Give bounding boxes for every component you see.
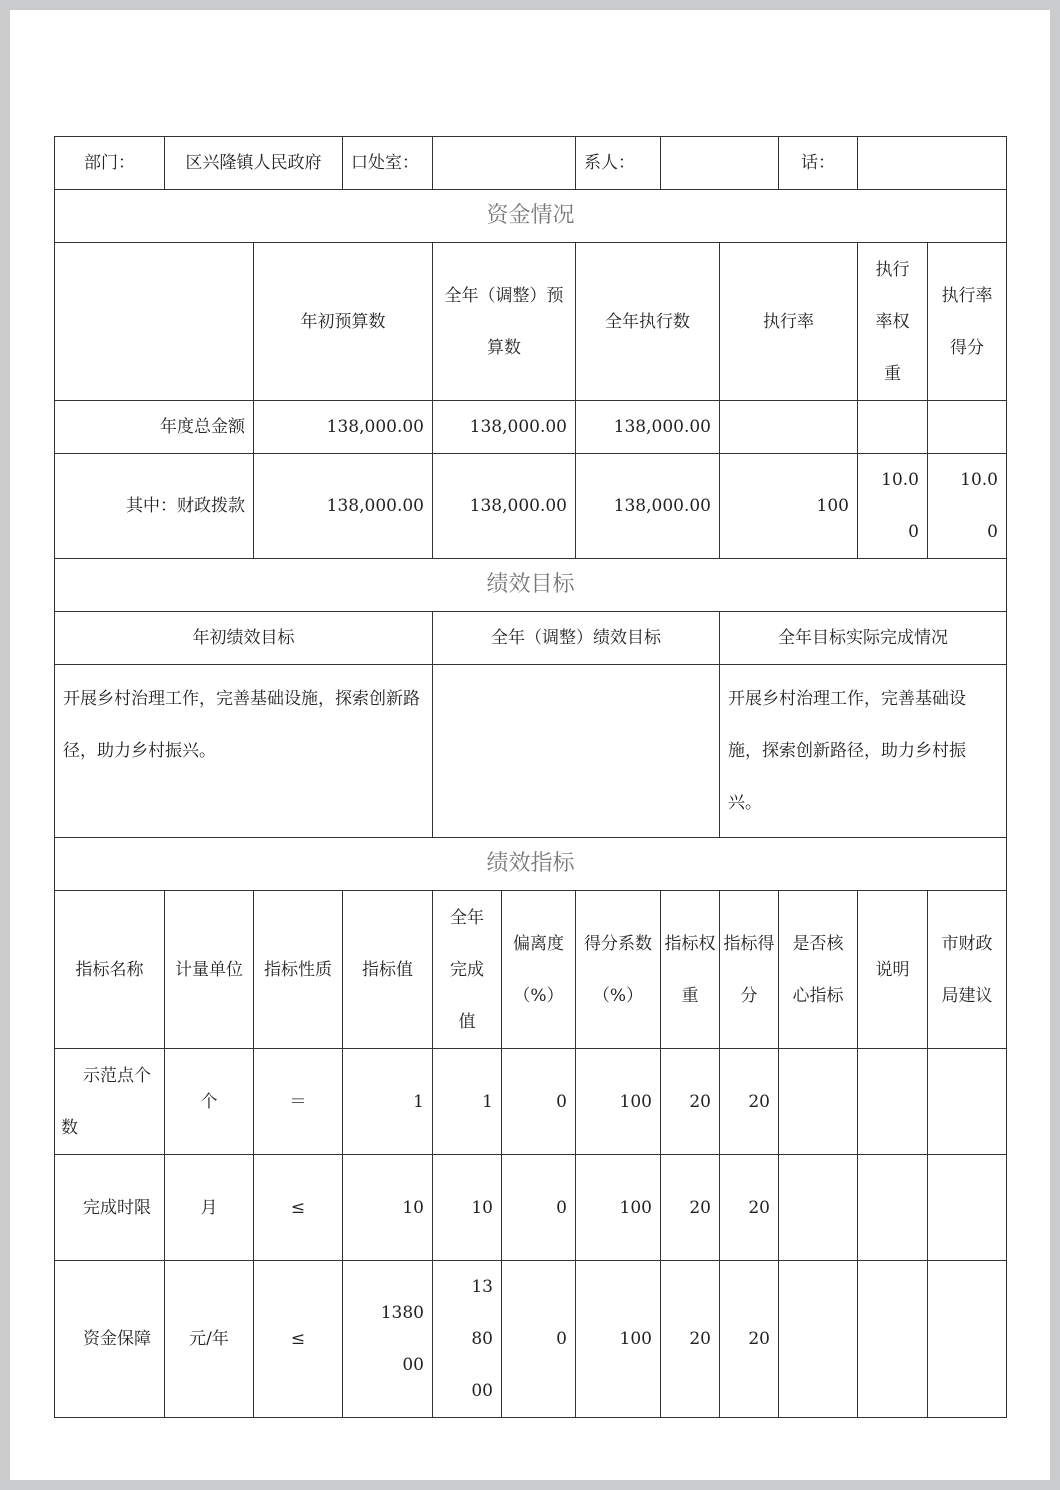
ind-row-note bbox=[858, 1049, 928, 1155]
ind-row-completed: 10 bbox=[433, 1155, 502, 1261]
funds-row-score: 10.00 bbox=[928, 454, 1007, 559]
header-row bbox=[55, 137, 1007, 190]
funds-row-weight bbox=[858, 401, 928, 454]
ind-row-coefficient: 100 bbox=[576, 1155, 661, 1261]
ind-row-weight: 20 bbox=[661, 1049, 720, 1155]
funds-row-executed: 138,000.00 bbox=[576, 454, 720, 559]
goals-header-adjusted: 全年（调整）绩效目标 bbox=[433, 612, 720, 665]
goals-initial-text: 开展乡村治理工作，完善基础设施，探索创新路径，助力乡村振兴。 bbox=[55, 665, 433, 838]
ind-row-core bbox=[779, 1155, 858, 1261]
goals-adjusted-text bbox=[433, 665, 720, 838]
ind-row-note bbox=[858, 1155, 928, 1261]
ind-row-nature: ≤ bbox=[254, 1155, 343, 1261]
ind-row-name: 完成时限 bbox=[55, 1155, 165, 1261]
ind-row-score: 20 bbox=[720, 1049, 779, 1155]
ind-row-unit: 个 bbox=[165, 1049, 254, 1155]
ind-row-deviation: 0 bbox=[502, 1049, 576, 1155]
ind-header-unit: 计量单位 bbox=[165, 891, 254, 1049]
ind-header-deviation: 偏离度（%） bbox=[502, 891, 576, 1049]
ind-row-value: 138000 bbox=[343, 1261, 433, 1418]
ind-row-core bbox=[779, 1261, 858, 1418]
ind-row-value: 10 bbox=[343, 1155, 433, 1261]
funds-header-executed: 全年执行数 bbox=[576, 243, 720, 401]
performance-table bbox=[54, 136, 1007, 1418]
table-row bbox=[55, 1261, 1007, 1418]
ind-row-weight: 20 bbox=[661, 1155, 720, 1261]
ind-row-completed: 1 bbox=[433, 1049, 502, 1155]
dept-value: 区兴隆镇人民政府 bbox=[165, 137, 343, 190]
ind-header-completed: 全年完成值 bbox=[433, 891, 502, 1049]
funds-row-initial: 138,000.00 bbox=[254, 401, 433, 454]
funds-row-initial: 138,000.00 bbox=[254, 454, 433, 559]
ind-header-name: 指标名称 bbox=[55, 891, 165, 1049]
ind-row-name: 示范点个数 bbox=[55, 1049, 165, 1155]
ind-header-core: 是否核心指标 bbox=[779, 891, 858, 1049]
funds-row-label: 年度总金额 bbox=[55, 401, 254, 454]
ind-row-suggestion bbox=[928, 1049, 1007, 1155]
funds-header-initial: 年初预算数 bbox=[254, 243, 433, 401]
goals-header-row bbox=[55, 612, 1007, 665]
ind-row-coefficient: 100 bbox=[576, 1049, 661, 1155]
funds-header-weight: 执行率权重 bbox=[858, 243, 928, 401]
ind-row-suggestion bbox=[928, 1261, 1007, 1418]
ind-row-coefficient: 100 bbox=[576, 1261, 661, 1418]
funds-section-title: 资金情况 bbox=[55, 190, 1007, 243]
ind-row-nature: ＝ bbox=[254, 1049, 343, 1155]
ind-row-score: 20 bbox=[720, 1155, 779, 1261]
ind-row-name: 资金保障 bbox=[55, 1261, 165, 1418]
ind-row-note bbox=[858, 1261, 928, 1418]
funds-header-row bbox=[55, 243, 1007, 401]
phone-label: 话： bbox=[779, 137, 858, 190]
funds-row-adjusted: 138,000.00 bbox=[433, 401, 576, 454]
funds-row-adjusted: 138,000.00 bbox=[433, 454, 576, 559]
office-label: 口处室： bbox=[343, 137, 433, 190]
ind-header-nature: 指标性质 bbox=[254, 891, 343, 1049]
ind-row-weight: 20 bbox=[661, 1261, 720, 1418]
ind-row-unit: 月 bbox=[165, 1155, 254, 1261]
ind-row-unit: 元/年 bbox=[165, 1261, 254, 1418]
ind-row-score: 20 bbox=[720, 1261, 779, 1418]
goals-actual-text: 开展乡村治理工作，完善基础设施，探索创新路径，助力乡村振兴。 bbox=[720, 665, 1007, 838]
funds-row-fiscal bbox=[55, 454, 1007, 559]
ind-row-deviation: 0 bbox=[502, 1155, 576, 1261]
funds-row-label: 其中：财政拨款 bbox=[55, 454, 254, 559]
ind-header-score: 指标得分 bbox=[720, 891, 779, 1049]
contact-value bbox=[661, 137, 779, 190]
ind-row-nature: ≤ bbox=[254, 1261, 343, 1418]
ind-row-completed: 138000 bbox=[433, 1261, 502, 1418]
office-value bbox=[433, 137, 576, 190]
ind-row-core bbox=[779, 1049, 858, 1155]
contact-label: 系人： bbox=[576, 137, 661, 190]
goals-content-row bbox=[55, 665, 1007, 838]
ind-row-deviation: 0 bbox=[502, 1261, 576, 1418]
goals-header-actual: 全年目标实际完成情况 bbox=[720, 612, 1007, 665]
ind-row-suggestion bbox=[928, 1155, 1007, 1261]
funds-row-rate: 100 bbox=[720, 454, 858, 559]
funds-row-weight: 10.00 bbox=[858, 454, 928, 559]
document-page bbox=[10, 10, 1050, 1480]
funds-row-total bbox=[55, 401, 1007, 454]
table-row bbox=[55, 1155, 1007, 1261]
funds-row-rate bbox=[720, 401, 858, 454]
dept-label: 部门： bbox=[55, 137, 165, 190]
ind-header-suggestion: 市财政局建议 bbox=[928, 891, 1007, 1049]
ind-header-note: 说明 bbox=[858, 891, 928, 1049]
funds-header-adjusted: 全年（调整）预算数 bbox=[433, 243, 576, 401]
ind-header-value: 指标值 bbox=[343, 891, 433, 1049]
phone-value bbox=[858, 137, 1007, 190]
funds-header-rate: 执行率 bbox=[720, 243, 858, 401]
table-row bbox=[55, 1049, 1007, 1155]
funds-row-executed: 138,000.00 bbox=[576, 401, 720, 454]
funds-row-score bbox=[928, 401, 1007, 454]
goals-section-title: 绩效目标 bbox=[55, 559, 1007, 612]
indicators-section-title: 绩效指标 bbox=[55, 838, 1007, 891]
indicators-header-row bbox=[55, 891, 1007, 1049]
ind-header-weight: 指标权重 bbox=[661, 891, 720, 1049]
ind-header-coefficient: 得分系数（%） bbox=[576, 891, 661, 1049]
ind-row-value: 1 bbox=[343, 1049, 433, 1155]
funds-header-score: 执行率得分 bbox=[928, 243, 1007, 401]
goals-header-initial: 年初绩效目标 bbox=[55, 612, 433, 665]
funds-header-blank bbox=[55, 243, 254, 401]
